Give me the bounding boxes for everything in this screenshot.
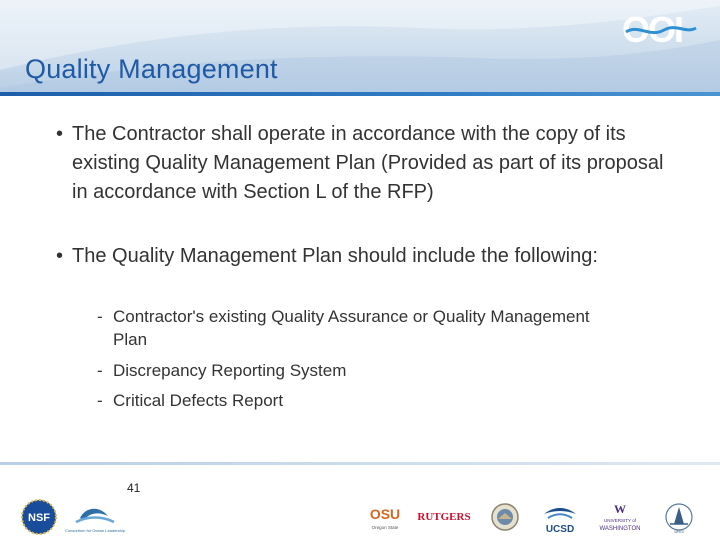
uw-logo-mark: W — [614, 502, 626, 516]
page-number: 41 — [127, 481, 141, 495]
sub-bullet-text: Discrepancy Reporting System — [113, 361, 347, 380]
bullet-text: The Quality Management Plan should include the following: — [72, 245, 598, 267]
ooi-logo — [620, 8, 700, 50]
bullet-marker: • — [56, 245, 64, 267]
sub-bullet-item — [97, 389, 597, 412]
uw-logo-line2: WASHINGTON — [599, 526, 641, 532]
sub-bullet-marker: - — [97, 307, 103, 326]
ooi-logo-text: OOI — [622, 9, 683, 50]
sub-bullet-item — [97, 305, 597, 351]
nsf-logo-text: NSF — [28, 512, 50, 524]
footer-divider — [0, 462, 720, 465]
uw-logo-line1: UNIVERSITY of — [604, 518, 636, 523]
bullet-text: The Contractor shall operate in accordance with the copy of its existing Quality Management Plan (Provided as part of its proposal in accordance with Section L of the RFP) — [72, 123, 664, 203]
whoi-logo-text: WHOI — [674, 530, 684, 534]
sub-bullet-marker: - — [97, 361, 103, 380]
consortium-ocean-leadership-logo — [64, 500, 126, 536]
bullet-item — [56, 120, 676, 207]
university-of-washington-logo — [594, 500, 646, 536]
header-banner — [0, 0, 720, 92]
sub-bullet-marker: - — [97, 391, 103, 410]
rutgers-logo — [418, 506, 470, 526]
bullet-marker: • — [56, 123, 64, 145]
ucsd-logo — [540, 502, 580, 536]
footer — [0, 462, 720, 540]
nsf-logo — [20, 498, 58, 536]
rutgers-logo-text: RUTGERS — [417, 511, 471, 523]
slide-title: Quality Management — [25, 54, 278, 84]
sub-bullet-text: Critical Defects Report — [113, 391, 284, 410]
university-seal-logo — [490, 502, 520, 532]
bullet-item — [56, 242, 676, 271]
osu-logo-subtext: Oregon State — [371, 525, 399, 530]
sub-bullet-text: Contractor's existing Quality Assurance or Quality Management Plan — [113, 307, 590, 349]
ucsd-logo-text: UCSD — [545, 524, 575, 535]
consortium-logo-text: Consortium for Ocean Leadership — [64, 528, 126, 533]
whoi-logo — [664, 502, 694, 534]
sub-bullet-item — [97, 359, 597, 382]
header-divider — [0, 92, 720, 96]
osu-logo-text: OSU — [369, 506, 401, 522]
osu-logo — [370, 502, 400, 534]
